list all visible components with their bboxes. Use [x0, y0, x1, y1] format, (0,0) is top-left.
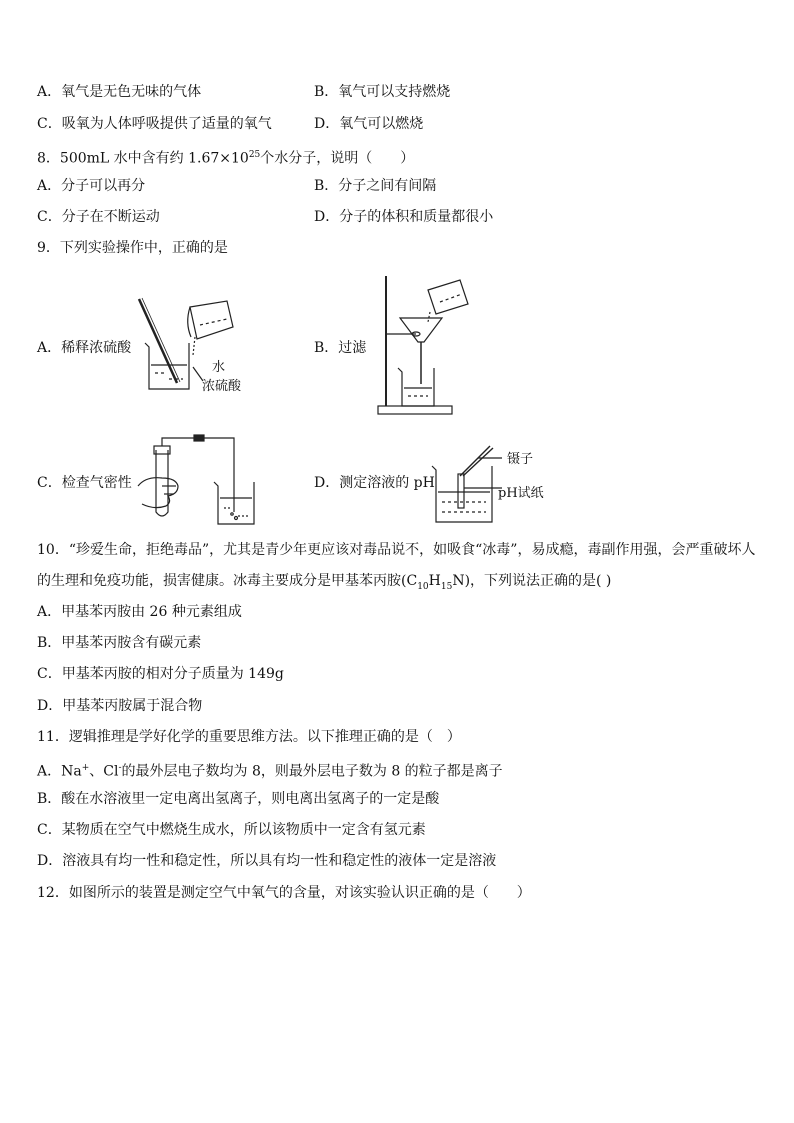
q9-option-a: A．稀释浓硫酸: [37, 340, 132, 356]
q8-option-d: D．分子的体积和质量都很小: [314, 209, 494, 225]
label-concentrated-acid: 浓硫酸: [202, 379, 242, 394]
label-water: 水: [212, 360, 226, 375]
q11-stem: 11．逻辑推理是学好化学的重要思维方法。以下推理正确的是（ ）: [37, 729, 461, 745]
tweezers: [460, 446, 490, 476]
delivery-tube: [162, 438, 234, 512]
q10-stem-line1: 10．“珍爱生命，拒绝毒品”，尤其是青少年更应该对毒品说不，如吸食“冰毒”，易成瘾，毒副作用强，会严重破坏人: [37, 542, 756, 558]
q10-option-d: D．甲基苯丙胺属于混合物: [37, 698, 203, 714]
airtightness-diagram: [132, 432, 262, 527]
label-tweezers: 镊子: [507, 452, 534, 467]
hand: [138, 478, 178, 508]
q10-stem-line2: 的生理和免疫功能，损害健康。冰毒主要成分是甲基苯丙胺$(C_{10}H_{15}N)$，下列说法正确的是( ): [37, 573, 612, 592]
q8-option-a: A．分子可以再分: [37, 178, 146, 194]
beaker-outline: [145, 343, 189, 389]
q12-stem: 12．如图所示的装置是测定空气中氧气的含量，对该实验认识正确的是（ ）: [37, 885, 531, 901]
q7-option-b: B．氧气可以支持燃烧: [314, 84, 451, 100]
q9-option-c: C．检查气密性: [37, 475, 132, 491]
q11-option-a: A．Na+、Cl-的最外层电子数均为 8，则最外层电子数为 8 的粒子都是离子: [37, 763, 503, 780]
q8-stem: 8．500mL 水中含有约 $1.67\times 10^{25}$个水分子，说明（ ）: [37, 150, 415, 167]
pouring-beaker-b: [428, 280, 468, 314]
funnel: [400, 318, 442, 342]
glass-rod: [139, 299, 177, 383]
pouring-beaker: [190, 301, 233, 339]
q9-option-d: D．测定溶液的 pH: [314, 475, 435, 491]
q10-option-a: A．甲基苯丙胺由 26 种元素组成: [37, 604, 242, 620]
q9-stem: 9．下列实验操作中，正确的是: [37, 240, 228, 256]
q11-option-c: C．某物质在空气中燃烧生成水，所以该物质中一定含有氢元素: [37, 822, 426, 838]
q11-option-d: D．溶液具有均一性和稳定性，所以具有均一性和稳定性的液体一定是溶液: [37, 853, 497, 869]
q7-option-a: A．氧气是无色无味的气体: [37, 84, 202, 100]
liquid-stream: [193, 337, 195, 355]
q11-option-b: B．酸在水溶液里一定电离出氢离子，则电离出氢离子的一定是酸: [37, 791, 440, 807]
filtration-diagram: [372, 272, 472, 417]
q8-option-c: C．分子在不断运动: [37, 209, 160, 225]
q7-option-d: D．氧气可以燃烧: [314, 116, 424, 132]
ph-paper-strip: [458, 474, 464, 508]
q10-option-c: C．甲基苯丙胺的相对分子质量为 149g: [37, 666, 284, 682]
q7-option-c: C．吸氧为人体呼吸提供了适量的氧气: [37, 116, 272, 132]
label-ph-paper: pH试纸: [498, 486, 544, 501]
stand-base: [378, 406, 452, 414]
receiving-beaker: [398, 368, 434, 406]
q10-option-b: B．甲基苯丙胺含有碳元素: [37, 635, 202, 651]
q8-option-b: B．分子之间有间隔: [314, 178, 437, 194]
q9-option-b: B．过滤: [314, 340, 367, 356]
rubber-connector: [194, 435, 204, 441]
